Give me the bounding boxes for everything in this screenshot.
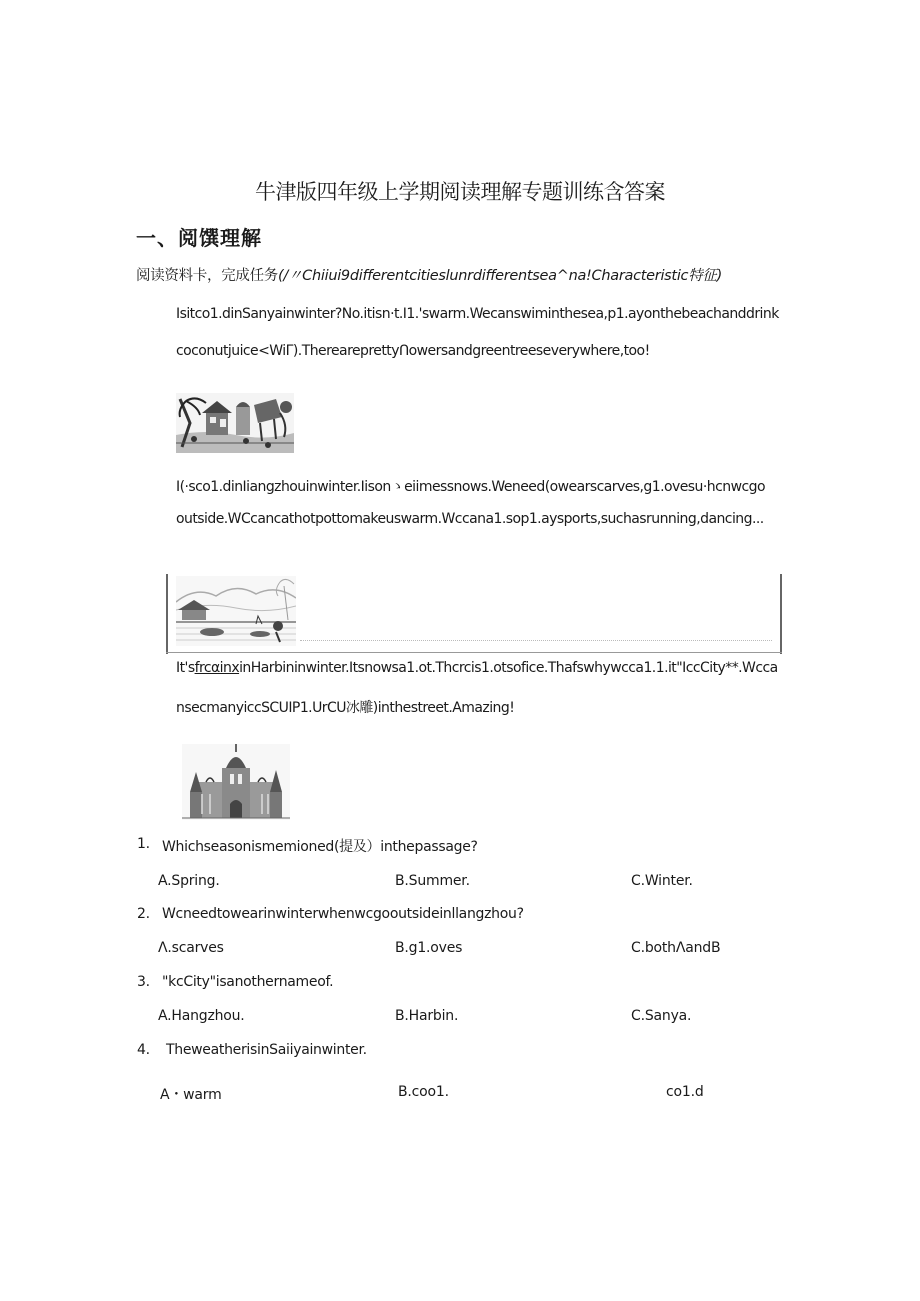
frame-right-border [780, 574, 782, 654]
question-1-option-b: B.Summer. [395, 873, 470, 889]
question-4-option-c: co1.d [666, 1084, 704, 1100]
question-2-option-a: Λ.scarves [158, 940, 224, 956]
question-3-option-c: C.Sanya. [631, 1008, 692, 1024]
instruction-italic: (/〃Chiiui9differentcitieslunrdifferentsea^na!Characteristic特征) [278, 268, 722, 284]
passage-1-line-1: Isitco1.dinSanyainwinter?No.itisn·t.I1.'swarm.Wecanswiminthesea,p1.ayonthebeachanddrink [176, 306, 779, 322]
question-3-option-b: B.Harbin. [395, 1008, 459, 1024]
hangzhou-lake-image [176, 576, 296, 646]
question-2-number: 2. [137, 906, 150, 922]
section-heading: 一、阅馔理解 [136, 226, 262, 250]
instruction-prefix: 阅读资料卡，完成任务 [136, 268, 278, 284]
question-1-option-a: A.Spring. [158, 873, 220, 889]
passage-2-line-1: I(·sco1.dinIiangzhouinwinter.Iisonゝeiimessnows.Weneed(owearscarves,g1.ovesu·hcnwcgo [176, 479, 765, 495]
question-3-text: "kcCity"isanothernameof. [162, 974, 334, 990]
question-4-text: TheweatherisinSaiiyainwinter. [166, 1042, 367, 1058]
question-4-option-a: A・warm [160, 1087, 222, 1103]
question-3-number: 3. [137, 974, 150, 990]
instruction [136, 264, 722, 285]
passage-3-line-2: nsecmanyiccSCUIP1.UrCU冰雕)inthestreet.Amazing! [176, 700, 515, 716]
question-2-option-b: B.g1.oves [395, 940, 463, 956]
passage-1-line-2: coconutjuice<WiΓ).ThereareprettyՈowersandgreentreeseverywhere,too! [176, 343, 650, 359]
passage-3-line-1-suffix: inHarbininwinter.Itsnowsa1.ot.Thcrcis1.otsofice.Thafswhywcca1.1.it"IccCity**.Wcca [239, 660, 778, 676]
question-2-text: Wcneedtowearinwinterwhenwcgooutsideinllangzhou? [162, 906, 524, 922]
question-4-option-b: B.coo1. [398, 1084, 449, 1100]
frame-bottom-border [166, 652, 782, 653]
question-2-option-c: C.bothΛandB [631, 940, 721, 956]
sanya-beach-image [176, 393, 294, 453]
passage-2-line-2: outside.WCcancathotpottomakeuswarm.Wccana1.sop1.aysports,suchasrunning,dancing... [176, 511, 764, 527]
frame-dotted-line [300, 640, 772, 641]
question-1-text: Whichseasonismemioned(提及）inthepassage? [162, 839, 478, 855]
question-3-option-a: A.Hangzhou. [158, 1008, 245, 1024]
question-1-number: 1. [137, 836, 150, 852]
frame-left-border [166, 574, 168, 654]
passage-3-line-1-prefix: It's [176, 660, 195, 676]
page-title: 牛津版四年级上学期阅读理解专题训练含答案 [255, 180, 665, 204]
question-4-number: 4. [137, 1042, 150, 1058]
passage-3-underlined-word: frcαinx [194, 660, 240, 676]
harbin-cathedral-image [182, 744, 290, 820]
passage-3-line-1 [176, 660, 778, 676]
question-1-option-c: C.Winter. [631, 873, 693, 889]
